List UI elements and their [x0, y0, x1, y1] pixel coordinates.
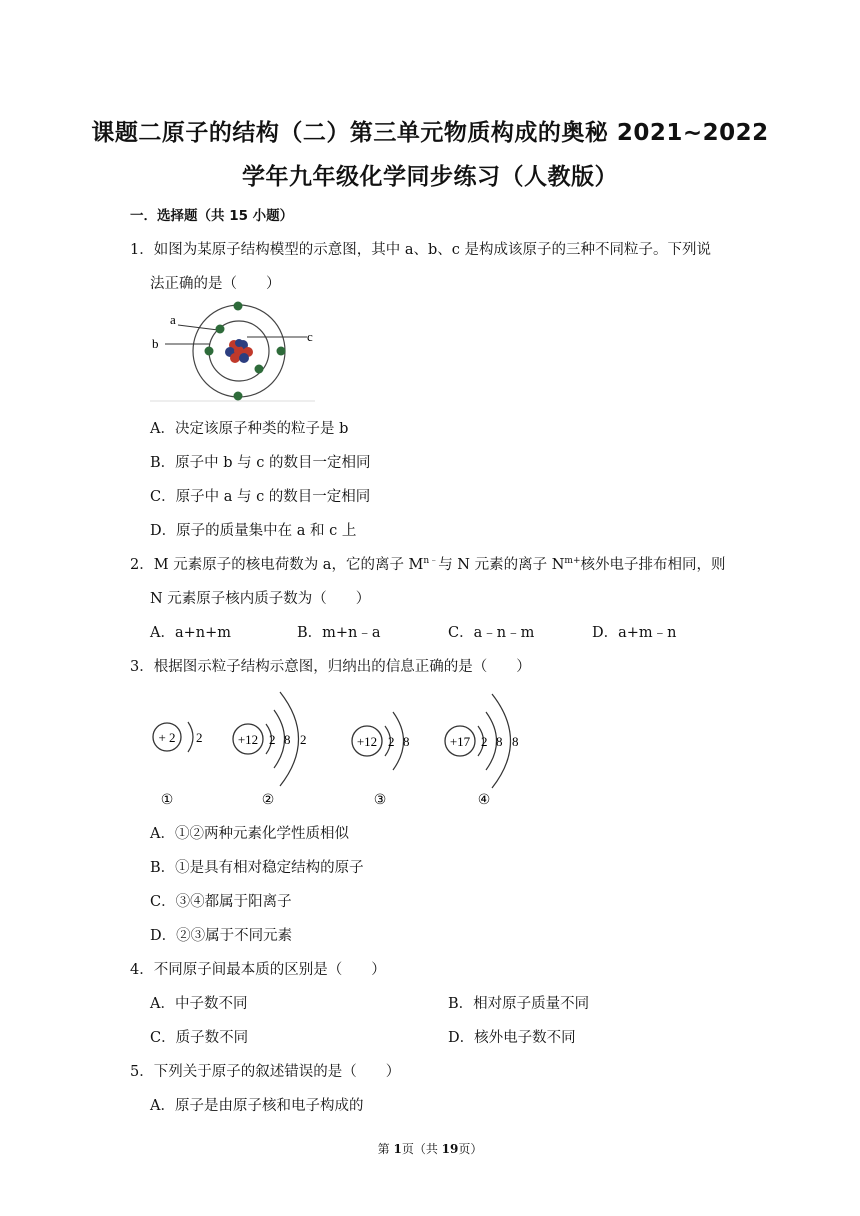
particle-3-nucleus: +12 [356, 734, 378, 749]
particle-1-nucleus: + 2 [158, 730, 176, 745]
total-pages: 19 [441, 1142, 459, 1156]
question-4 [130, 958, 386, 979]
q4-option-d: D．核外电子数不同 [448, 1030, 576, 1046]
q3-option-d: D．②③属于不同元素 [150, 928, 293, 944]
footer-suffix: 页） [458, 1142, 483, 1156]
q3-option-a: A．①②两种元素化学性质相似 [150, 826, 349, 842]
q2-option-c: C．a﹣n﹣m [448, 625, 535, 641]
q1-option-b: B．原子中 b 与 c 的数目一定相同 [150, 455, 371, 471]
particle-structure-diagrams [150, 688, 540, 810]
q1-option-a: A．决定该原子种类的粒子是 b [150, 421, 349, 437]
question-text-part1: M 元素原子的核电荷数为 a，它的离子 M [153, 557, 424, 573]
question-text: 如图为某原子结构模型的示意图，其中 a、b、c 是构成该原子的三种不同粒子。下列说 [153, 242, 711, 258]
question-number: 2． [130, 557, 154, 573]
question-1 [130, 238, 711, 259]
label-a: a [170, 312, 176, 327]
particle-4-shell-1: 2 [481, 734, 488, 749]
q4-option-b: B．相对原子质量不同 [448, 996, 590, 1012]
particle-1-shell-1: 2 [196, 730, 203, 745]
question-2-continued: N 元素原子核内质子数为（ ） [150, 591, 371, 607]
question-1-continued: 法正确的是（ ） [150, 276, 281, 292]
q4-option-a: A．中子数不同 [150, 996, 248, 1012]
question-5 [130, 1060, 400, 1081]
document-title-line1: 课题二原子的结构（二）第三单元物质构成的奥秘 2021~2022 [91, 120, 769, 146]
q2-option-b: B．m+n﹣a [297, 625, 381, 641]
q1-option-c: C．原子中 a 与 c 的数目一定相同 [150, 489, 371, 505]
question-3 [130, 655, 531, 676]
footer-prefix: 第 [377, 1142, 394, 1156]
question-number: 4． [130, 962, 154, 978]
particle-2-label: ② [261, 792, 275, 808]
question-number: 3． [130, 659, 154, 675]
particle-2-shell-2: 8 [284, 732, 291, 747]
question-text-part2: 与 N 元素的离子 N [438, 557, 565, 573]
q1-option-d: D．原子的质量集中在 a 和 c 上 [150, 523, 357, 539]
current-page-number: 1 [393, 1142, 402, 1156]
question-text: 不同原子间最本质的区别是（ ） [153, 962, 386, 978]
particle-1-diagram [153, 722, 203, 808]
particle-4-label: ④ [477, 792, 491, 808]
question-number: 1． [130, 242, 154, 258]
particle-2-shell-1: 2 [269, 732, 276, 747]
q3-option-b: B．①是具有相对稳定结构的原子 [150, 860, 364, 876]
particle-3-diagram [352, 712, 410, 808]
particle-1-label: ① [160, 792, 174, 808]
section-heading: 一．选择题（共 15 小题） [130, 208, 294, 224]
q3-option-c: C．③④都属于阳离子 [150, 894, 292, 910]
ion-charge-m: n﹣ [423, 556, 439, 567]
particle-2-shell-3: 2 [300, 732, 307, 747]
question-2 [130, 553, 725, 574]
question-text: 下列关于原子的叙述错误的是（ ） [153, 1064, 401, 1080]
particle-3-label: ③ [373, 792, 387, 808]
particle-2-nucleus: +12 [237, 732, 259, 747]
footer-middle: 页（共 [401, 1142, 442, 1156]
atom-model-figure [150, 300, 320, 404]
q2-option-a: A．a+n+m [150, 625, 232, 641]
particle-4-shell-3: 8 [512, 734, 519, 749]
page-footer [0, 1140, 860, 1157]
q2-option-d: D．a+m﹣n [592, 625, 677, 641]
label-c: c [307, 329, 313, 344]
q5-option-a: A．原子是由原子核和电子构成的 [150, 1098, 364, 1114]
particle-4-shell-2: 8 [496, 734, 503, 749]
question-text-part3: 核外电子排布相同，则 [580, 557, 726, 573]
question-text: 根据图示粒子结构示意图，归纳出的信息正确的是（ ） [153, 659, 531, 675]
particle-3-shell-1: 2 [388, 734, 395, 749]
nucleus [225, 339, 253, 363]
document-title-line2: 学年九年级化学同步练习（人教版） [242, 164, 618, 190]
particle-2-diagram [233, 692, 307, 808]
particle-4-diagram [445, 694, 519, 808]
particle-3-shell-2: 8 [403, 734, 410, 749]
particle-4-nucleus: +17 [449, 734, 471, 749]
q4-option-c: C．质子数不同 [150, 1030, 249, 1046]
ion-charge-n: m+ [564, 556, 581, 567]
question-number: 5． [130, 1064, 154, 1080]
label-b: b [152, 336, 159, 351]
